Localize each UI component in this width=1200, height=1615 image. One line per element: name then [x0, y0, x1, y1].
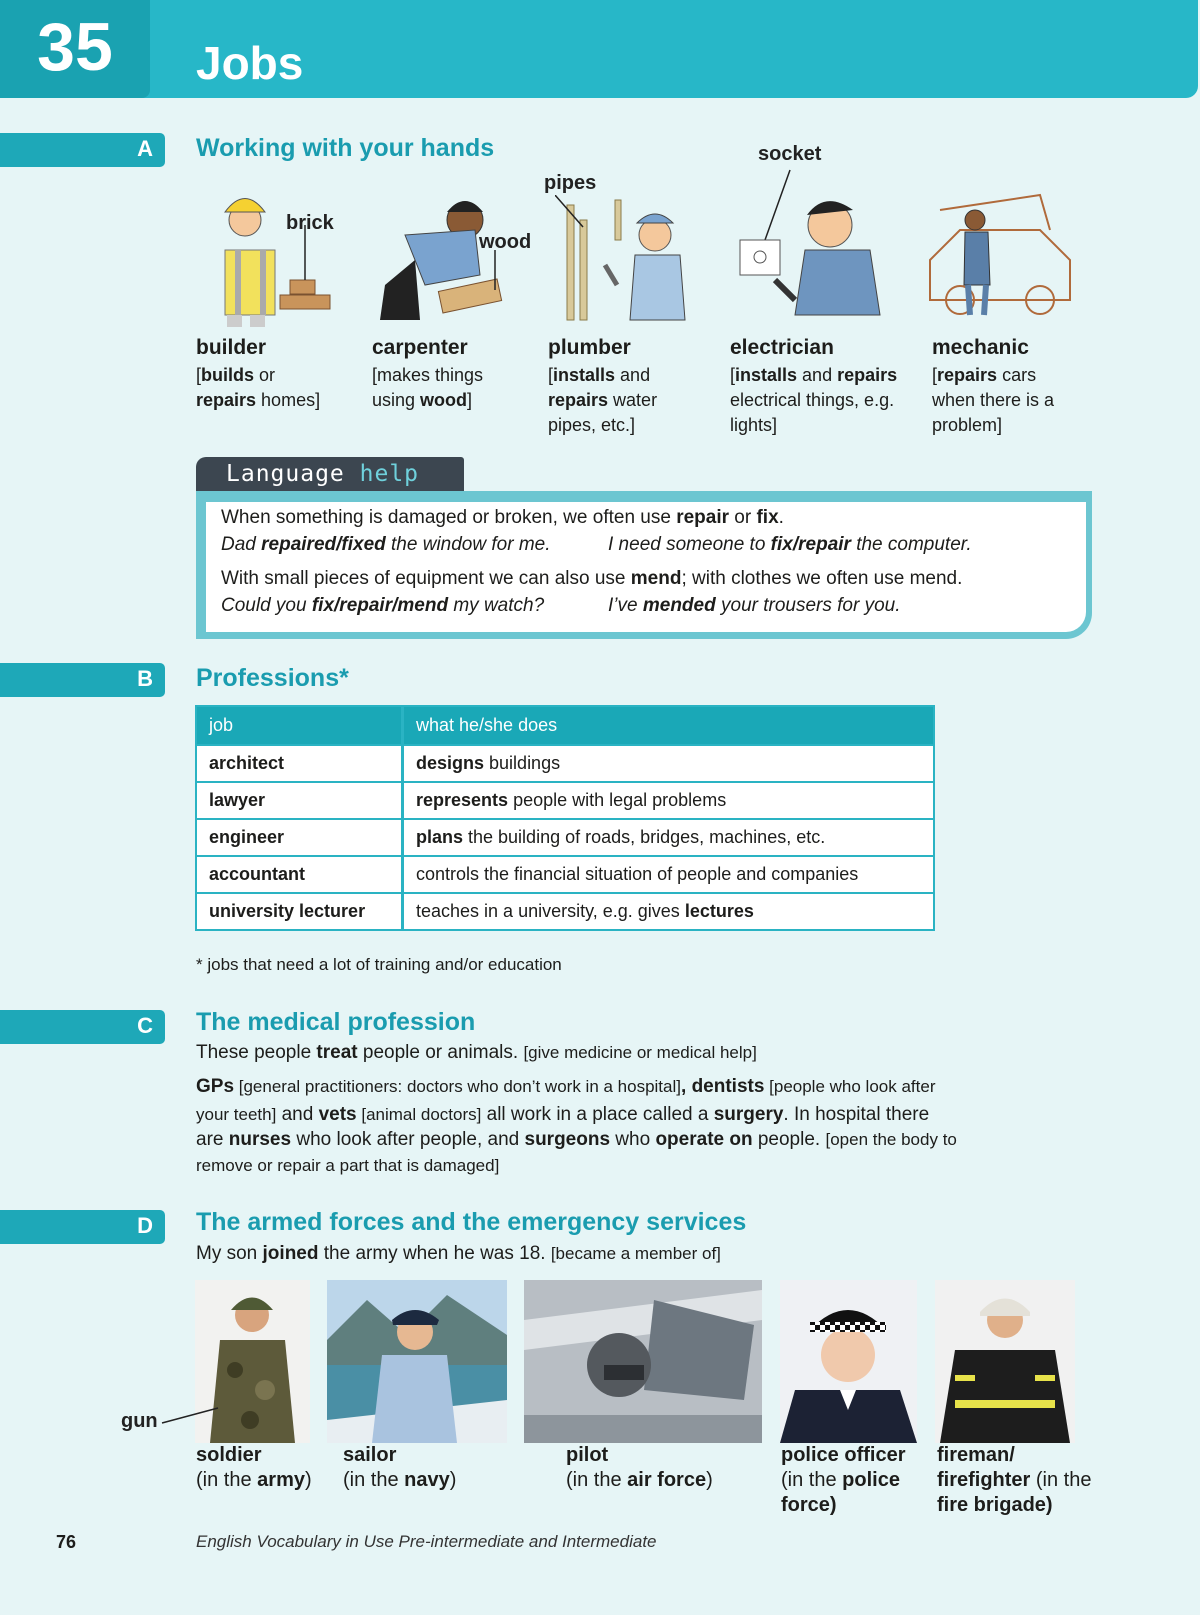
mechanic-illustration — [920, 190, 1075, 320]
language-help-example2: I need someone to fix/repair the computer. — [608, 534, 972, 555]
book-title: English Vocabulary in Use Pre-intermediate and Intermediate — [196, 1532, 657, 1551]
table-cell-desc: designs buildings — [403, 745, 935, 782]
table-row — [196, 856, 934, 893]
label-gun: gun — [121, 1410, 158, 1432]
armed-forces-intro: My son joined the army when he was 18. [became a member of] — [196, 1243, 721, 1264]
medical-line1: GPs [general practitioners: doctors who don’t work in a hospital], dentists [people who look after — [196, 1076, 936, 1097]
job-name-electrician: electrician — [730, 336, 834, 359]
section-c-tab — [0, 1010, 165, 1044]
table-row — [196, 782, 934, 819]
job-def-builder: [builds or repairs homes] — [196, 365, 321, 410]
pilot-photo — [524, 1280, 762, 1443]
table-cell-desc: represents people with legal problems — [403, 782, 935, 819]
table-cell-job: accountant — [196, 856, 403, 893]
medical-line4: remove or repair a part that is damaged] — [196, 1156, 500, 1175]
electrician-illustration — [735, 165, 895, 325]
language-help-tab-label: Language help — [226, 461, 420, 487]
job-def-carpenter: [makes things using wood] — [372, 365, 484, 410]
section-d-title: The armed forces and the emergency services — [196, 1208, 747, 1236]
table-cell-desc: teaches in a university, e.g. gives lectures — [403, 893, 935, 930]
page-number: 76 — [56, 1532, 77, 1552]
medical-intro: These people treat people or animals. [give medicine or medical help] — [196, 1042, 757, 1063]
label-socket: socket — [758, 143, 822, 165]
unit-number: 35 — [37, 9, 113, 85]
medical-line2: your teeth] and vets [animal doctors] all work in a place called a surgery. In hospital there — [196, 1104, 930, 1125]
label-pipes: pipes — [544, 172, 597, 194]
caption-firefighter: fireman/ firefighter (in the fire brigade) — [937, 1444, 1092, 1516]
language-help-example4: I’ve mended your trousers for you. — [608, 595, 901, 616]
unit-title: Jobs — [196, 37, 304, 89]
section-a-letter: A — [137, 136, 153, 161]
job-def-mechanic: [repairs cars when there is a problem] — [932, 365, 1055, 435]
job-name-mechanic: mechanic — [932, 336, 1029, 359]
table-row — [196, 819, 934, 856]
language-help-example1: Dad repaired/fixed the window for me. — [221, 534, 551, 555]
table-header-what: what he/she does — [403, 706, 935, 745]
caption-police-officer: police officer (in the police force) — [781, 1444, 906, 1516]
table-cell-job: university lecturer — [196, 893, 403, 930]
section-c-title: The medical profession — [196, 1008, 476, 1036]
gun-pointer-line — [160, 1405, 220, 1425]
section-b-title: Professions* — [196, 664, 349, 692]
job-def-plumber: [installs and repairs water pipes, etc.] — [548, 365, 658, 435]
table-cell-desc: plans the building of roads, bridges, machines, etc. — [403, 819, 935, 856]
section-d-tab — [0, 1210, 165, 1244]
section-a-tab — [0, 133, 165, 167]
label-wood: wood — [479, 231, 532, 253]
language-help-example3: Could you fix/repair/mend my watch? — [221, 595, 545, 616]
section-b-letter: B — [137, 666, 153, 691]
job-def-electrician: [installs and repairs electrical things, e.g. lights] — [730, 365, 898, 435]
caption-pilot: pilot (in the air force) — [566, 1444, 713, 1491]
section-b-tab — [0, 663, 165, 697]
language-help-line3: With small pieces of equipment we can also use mend; with clothes we often use mend. — [221, 568, 963, 589]
job-name-plumber: plumber — [548, 336, 631, 359]
professions-footnote: * jobs that need a lot of training and/or education — [196, 955, 562, 974]
caption-soldier: soldier (in the army) — [196, 1444, 312, 1491]
job-name-carpenter: carpenter — [372, 336, 468, 359]
job-name-builder: builder — [196, 336, 267, 359]
firefighter-photo — [935, 1280, 1075, 1443]
table-cell-job: architect — [196, 745, 403, 782]
table-row — [196, 893, 934, 930]
label-brick: brick — [286, 212, 334, 234]
caption-sailor: sailor (in the navy) — [343, 1444, 457, 1491]
table-row — [196, 745, 934, 782]
unit-header-bar — [0, 0, 1198, 98]
table-cell-desc: controls the financial situation of people and companies — [403, 856, 935, 893]
table-header-row — [196, 706, 934, 745]
sailor-photo — [327, 1280, 507, 1443]
table-header-job: job — [196, 706, 403, 745]
professions-table — [195, 705, 935, 931]
language-help-line1: When something is damaged or broken, we often use repair or fix. — [221, 507, 784, 528]
police-officer-photo — [780, 1280, 917, 1443]
section-a-title: Working with your hands — [196, 134, 495, 162]
section-c-letter: C — [137, 1013, 153, 1038]
carpenter-illustration — [375, 190, 515, 325]
table-cell-job: lawyer — [196, 782, 403, 819]
plumber-illustration — [555, 195, 705, 325]
builder-illustration — [205, 180, 335, 330]
section-d-letter: D — [137, 1213, 153, 1238]
medical-line3: are nurses who look after people, and surgeons who operate on people. [open the body to — [196, 1129, 957, 1150]
table-cell-job: engineer — [196, 819, 403, 856]
